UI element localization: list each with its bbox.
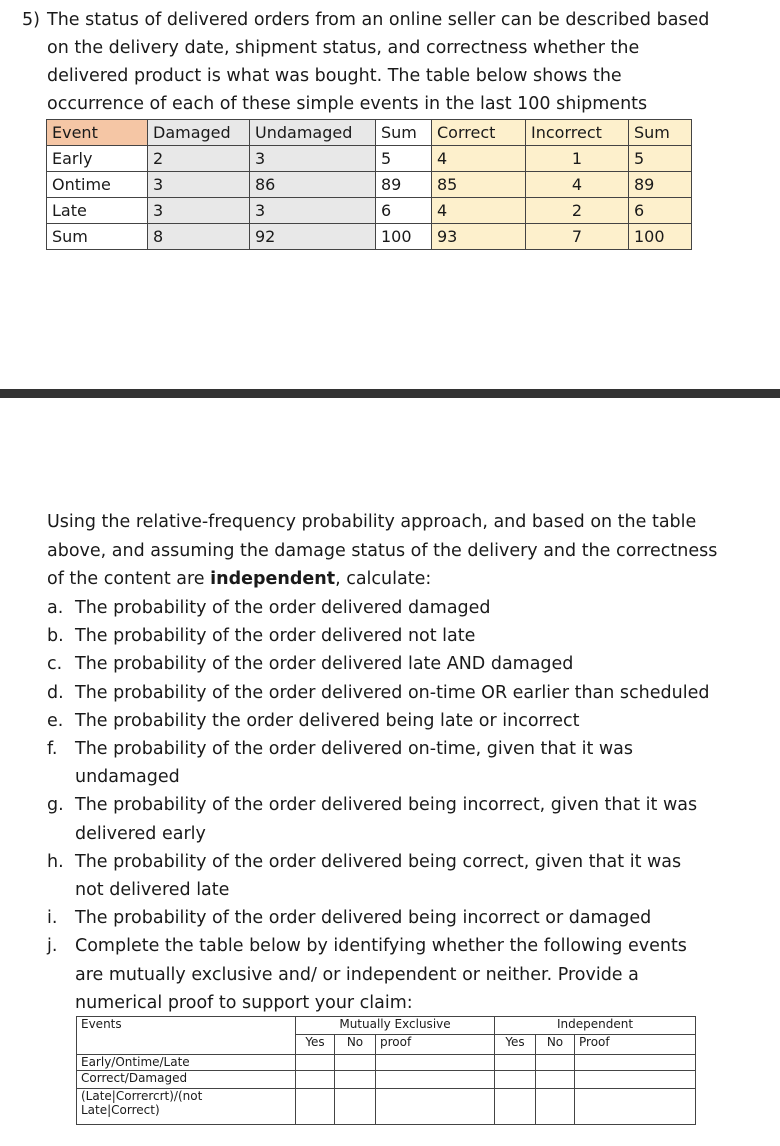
header-undamaged: Undamaged xyxy=(250,120,376,146)
cell: 93 xyxy=(432,224,526,250)
list-item xyxy=(47,707,767,735)
event-label xyxy=(77,1089,296,1125)
list-item xyxy=(47,622,767,650)
cell: 100 xyxy=(376,224,432,250)
cell: 4 xyxy=(432,198,526,224)
list-item xyxy=(47,650,767,678)
item-letter: h. xyxy=(47,851,64,872)
question-line: delivered product is what was bought. The table below shows the xyxy=(47,66,622,86)
item-line: Complete the table below by identifying whether the following events xyxy=(75,936,687,957)
item-line: numerical proof to support your claim: xyxy=(75,992,413,1013)
answer-cell xyxy=(575,1071,696,1089)
table-row xyxy=(77,1071,696,1089)
cell: 3 xyxy=(250,146,376,172)
table-row xyxy=(47,172,692,198)
cell: 4 xyxy=(526,172,629,198)
page-divider xyxy=(0,389,780,398)
answer-cell xyxy=(536,1055,575,1071)
item-line: delivered early xyxy=(75,823,206,844)
item-line: The probability of the order delivered damaged xyxy=(75,598,491,618)
answer-cell xyxy=(296,1055,335,1071)
instruction-text: , calculate: xyxy=(335,569,432,589)
item-line: The probability of the order delivered not late xyxy=(75,626,476,647)
item-letter: f. xyxy=(47,739,58,760)
cell: 86 xyxy=(250,172,376,198)
row-label: Ontime xyxy=(47,172,148,198)
mutually-exclusive-header: Mutually Exclusive xyxy=(296,1017,495,1035)
answer-cell xyxy=(296,1071,335,1089)
item-letter: g. xyxy=(47,795,64,816)
list-item xyxy=(47,791,767,847)
ind-proof-header: Proof xyxy=(575,1035,696,1055)
table-row xyxy=(77,1089,696,1125)
header-event: Event xyxy=(47,120,148,146)
cell: 2 xyxy=(148,146,250,172)
cell: 89 xyxy=(629,172,692,198)
item-line: undamaged xyxy=(75,767,180,788)
event-label: Early/Ontime/Late xyxy=(77,1055,296,1071)
item-line: are mutually exclusive and/ or independent or neither. Provide a xyxy=(75,964,639,985)
list-item xyxy=(47,679,767,707)
answer-cell xyxy=(575,1089,696,1125)
cell: 5 xyxy=(629,146,692,172)
table-header-row xyxy=(47,120,692,146)
item-line: The probability the order delivered being late or incorrect xyxy=(75,710,580,731)
question-list xyxy=(47,594,767,1017)
item-line: The probability of the order delivered on-time OR earlier than scheduled xyxy=(75,682,710,703)
answer-cell xyxy=(335,1055,376,1071)
question-text xyxy=(47,6,747,118)
cell: 1 xyxy=(526,146,629,172)
item-letter: e. xyxy=(47,710,64,731)
row-label: Sum xyxy=(47,224,148,250)
cell: 6 xyxy=(629,198,692,224)
cell: 4 xyxy=(432,146,526,172)
item-line: The probability of the order delivered being incorrect, given that it was xyxy=(75,795,698,816)
events-header: Events xyxy=(77,1017,296,1055)
answer-cell xyxy=(335,1089,376,1125)
header-sum: Sum xyxy=(376,120,432,146)
cell: 92 xyxy=(250,224,376,250)
cell: 3 xyxy=(148,172,250,198)
event-label: Correct/Damaged xyxy=(77,1071,296,1089)
me-no-header: No xyxy=(335,1035,376,1055)
cell: 8 xyxy=(148,224,250,250)
row-label: Late xyxy=(47,198,148,224)
header-incorrect: Incorrect xyxy=(526,120,629,146)
event-label-line: Late|Correct) xyxy=(81,1103,160,1117)
answer-cell xyxy=(495,1071,536,1089)
cell: 7 xyxy=(526,224,629,250)
instruction-line xyxy=(47,565,747,594)
answer-cell xyxy=(575,1055,696,1071)
cell: 3 xyxy=(250,198,376,224)
occurrence-table xyxy=(46,119,692,250)
cell: 6 xyxy=(376,198,432,224)
answer-cell xyxy=(536,1089,575,1125)
question-line: occurrence of each of these simple events in the last 100 shipments xyxy=(47,94,648,114)
item-line: not delivered late xyxy=(75,880,230,901)
instruction-line: Using the relative-frequency probability approach, and based on the table xyxy=(47,512,697,532)
cell: 2 xyxy=(526,198,629,224)
cell: 89 xyxy=(376,172,432,198)
independent-header: Independent xyxy=(495,1017,696,1035)
table2-header-row xyxy=(77,1017,696,1035)
list-item xyxy=(47,932,767,1017)
list-item xyxy=(47,594,767,622)
ind-yes-header: Yes xyxy=(495,1035,536,1055)
instruction-line: above, and assuming the damage status of the delivery and the correctness xyxy=(47,540,718,561)
table-row xyxy=(47,198,692,224)
list-item xyxy=(47,735,767,791)
me-proof-header: proof xyxy=(376,1035,495,1055)
item-letter: c. xyxy=(47,654,63,675)
item-line: The probability of the order delivered late AND damaged xyxy=(75,654,574,675)
item-letter: j. xyxy=(47,936,58,957)
item-line: The probability of the order delivered being incorrect or damaged xyxy=(75,908,652,929)
list-item xyxy=(47,904,767,932)
question-line: The status of delivered orders from an online seller can be described based xyxy=(47,10,710,30)
answer-cell xyxy=(376,1071,495,1089)
item-letter: a. xyxy=(47,598,64,618)
cell: 3 xyxy=(148,198,250,224)
answer-cell xyxy=(376,1055,495,1071)
answer-cell xyxy=(495,1055,536,1071)
instruction-text: of the content are xyxy=(47,569,211,589)
cell: 85 xyxy=(432,172,526,198)
item-letter: d. xyxy=(47,682,64,703)
cell: 100 xyxy=(629,224,692,250)
item-letter: b. xyxy=(47,626,64,647)
answer-cell xyxy=(536,1071,575,1089)
row-label: Early xyxy=(47,146,148,172)
item-line: The probability of the order delivered on-time, given that it was xyxy=(75,739,634,760)
table-row xyxy=(47,224,692,250)
ind-no-header: No xyxy=(536,1035,575,1055)
table-row xyxy=(47,146,692,172)
cell: 5 xyxy=(376,146,432,172)
answer-cell xyxy=(495,1089,536,1125)
answer-cell xyxy=(335,1071,376,1089)
item-letter: i. xyxy=(47,908,58,929)
independent-emphasis: independent xyxy=(210,569,336,589)
list-item xyxy=(47,848,767,904)
answer-cell xyxy=(376,1089,495,1125)
question-line: on the delivery date, shipment status, and correctness whether the xyxy=(47,38,640,58)
header-damaged: Damaged xyxy=(148,120,250,146)
question-number: 5) xyxy=(22,10,40,30)
exclusivity-table xyxy=(76,1016,696,1125)
event-label-line: (Late|Corrercrt)/(not xyxy=(81,1089,203,1103)
header-sum: Sum xyxy=(629,120,692,146)
answer-cell xyxy=(296,1089,335,1125)
item-line: The probability of the order delivered being correct, given that it was xyxy=(75,851,682,872)
table-row xyxy=(77,1055,696,1071)
instructions xyxy=(47,508,747,594)
me-yes-header: Yes xyxy=(296,1035,335,1055)
header-correct: Correct xyxy=(432,120,526,146)
